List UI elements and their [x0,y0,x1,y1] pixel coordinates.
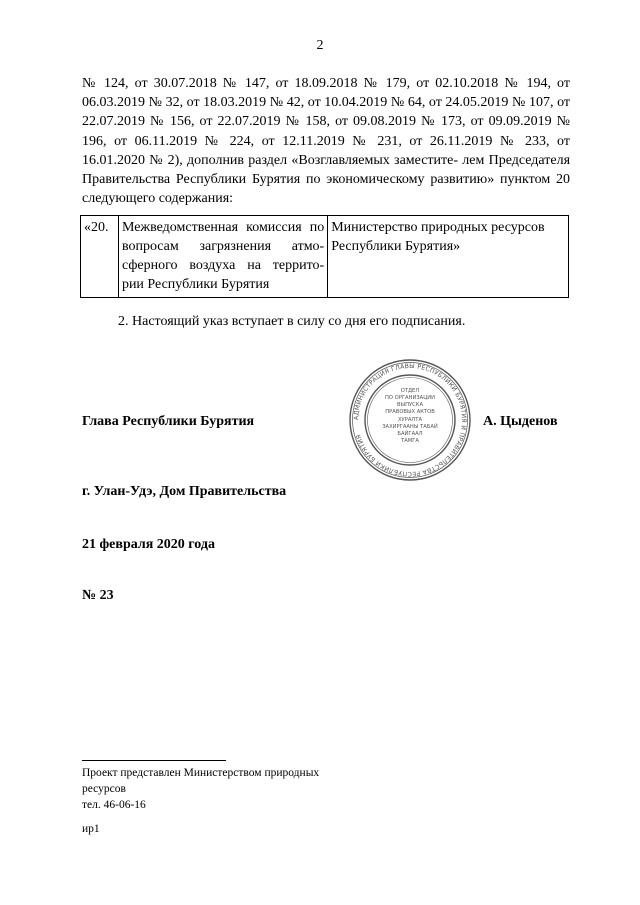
entry-commission-name [118,216,327,298]
intro-line: 06.03.2019 № 32, от 18.03.2019 № 42, от 10.04.2019 № 64, от 24.05.2019 [82,95,509,111]
stamp-center-line: ЗАХИРГААНЫ ТАБАЙ [382,424,438,430]
intro-line: лем Председателя Правительства Республики Бурятия по экономическому [82,152,571,188]
stamp-ring-text: АДМИНИСТРАЦИЯ ГЛАВЫ РЕСПУБЛИКИ БУРЯТИЯ И ПРАВИТЕЛЬСТВА РЕСПУБЛИКИ БУРЯТИЯ [352,362,468,478]
intro-line: развитию» пунктом 20 следующего содержания: [82,172,571,207]
intro-paragraph [82,74,570,208]
entry-table [80,215,569,298]
footnote-divider [82,760,226,761]
table-row [81,216,569,298]
stamp-center-line: ТАМГА [401,438,419,444]
intro-line: № 107, от 22.07.2019 № 156, от 22.07.2019 № 158, от 09.08.2019 № 173, от [82,95,571,130]
page-number: 2 [316,38,324,53]
entry-name-line: Межведомственная комиссия [121,220,302,235]
stamp-center-line: ОТДЕЛ [400,388,420,394]
signatory-name: А. Цыденов [483,414,558,429]
entry-org-line: Министерство природных ресурсов [331,220,545,235]
issue-date: 21 февраля 2020 года [82,537,215,552]
stamp-center-line: ВЫПУСКА [396,402,424,408]
entry-responsible-body [328,216,569,298]
entry-name-line: рии Республики Бурятия [121,277,270,292]
footnote-line: тел. 46-06-16 [82,799,146,811]
point-2-text: 2. Настоящий указ вступает в силу со дня его подписания. [118,314,466,329]
official-seal-stamp [348,358,472,482]
stamp-center-line: БАЙГААЛ [397,431,423,437]
decree-number: № 23 [82,588,114,603]
intro-line: № 233, от 16.01.2020 № 2), дополнив раздел «Возглавляемых заместите- [82,133,570,168]
entry-name-line: по вопросам загрязнения атмо- [121,220,325,254]
signatory-title: Глава Республики Бурятия [82,414,255,429]
footnote [82,765,382,813]
stamp-center-line: ХУРАЛТА [397,417,423,423]
stamp-center-line: ПО ОРГАНИЗАЦИИ [384,395,436,401]
stamp-center-line: ПРАВОВЫХ АКТОВ [385,409,435,415]
issue-place: г. Улан-Удэ, Дом Правительства [82,484,287,499]
entry-org-line: Республики Бурятия» [331,239,461,254]
intro-line: 09.09.2019 № 196, от 06.11.2019 № 224, от 12.11.2019 № 231, от 26.11.2019 [82,114,571,149]
intro-line: № 124, от 30.07.2018 № 147, от 18.09.2018 № 179, от 02.10.2018 № 194, от [82,76,570,91]
entry-name-line: сферного воздуха на террито- [121,258,325,273]
footnote-line: ресурсов [82,783,126,795]
executor-mark: ир1 [82,823,100,835]
footnote-line: Проект представлен Министерством природных [82,767,320,779]
entry-number: «20. [81,216,119,298]
